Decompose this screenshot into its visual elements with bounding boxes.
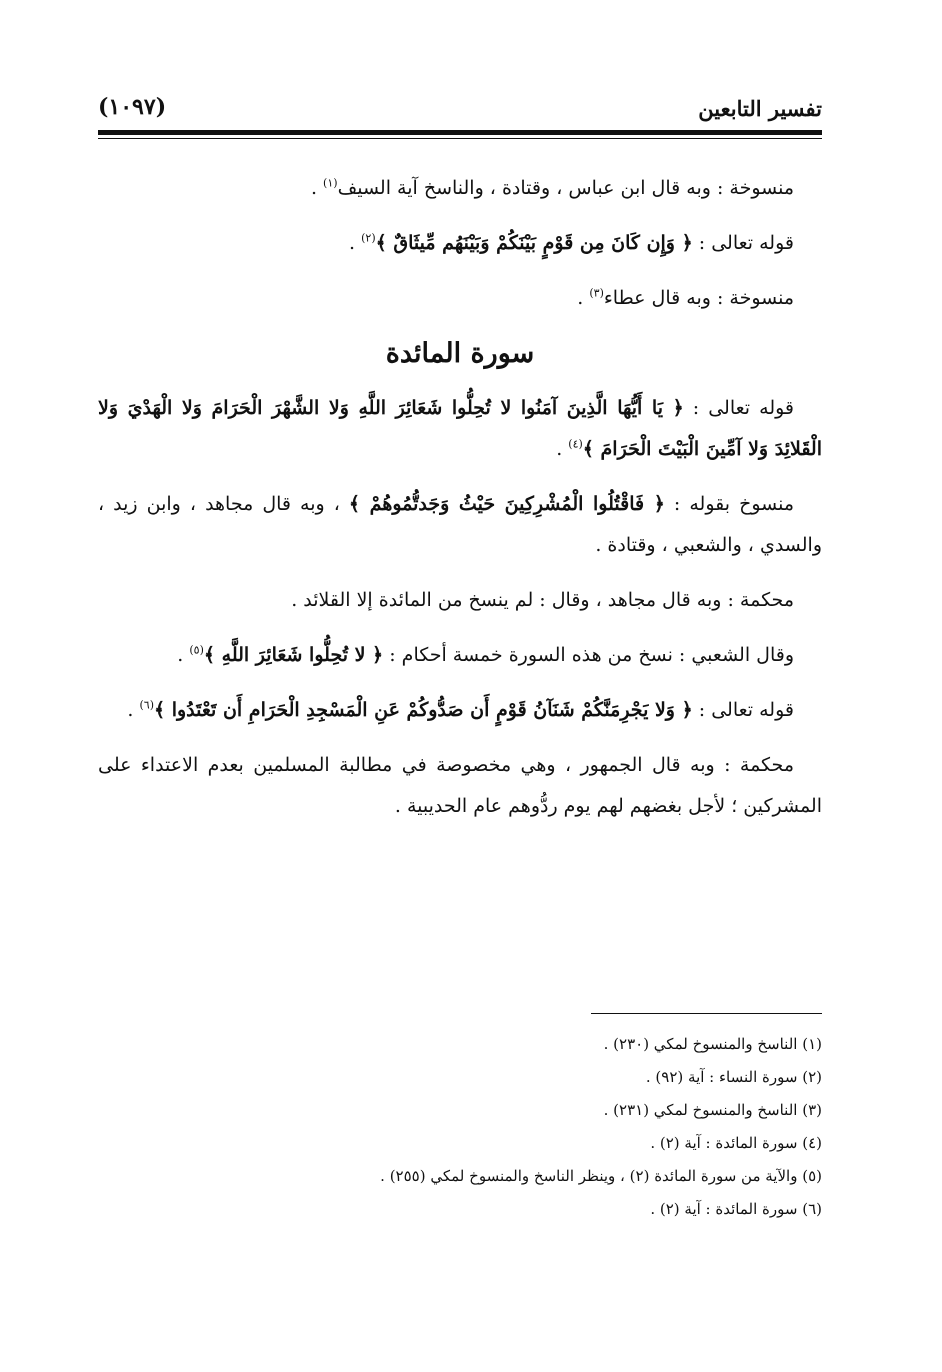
- footnote-item: (٣) الناسخ والمنسوخ لمكي (٢٣١) .: [603, 1101, 822, 1119]
- footnote-ref: (٢): [361, 231, 376, 245]
- footnote-item: (٦) سورة المائدة : آية (٢) .: [650, 1200, 822, 1218]
- quran-verse: ﴿ وَإِن كَانَ مِن قَوْمٍ بَيْنَكُمْ وَبَيْنَهُم مِّيثَاقٌ ﴾: [375, 232, 693, 254]
- page-number: (١٠٩٧): [98, 94, 167, 120]
- paragraph: قوله تعالى : ﴿ وَإِن كَانَ مِن قَوْمٍ بَيْنَكُمْ وَبَيْنَهُم مِّيثَاقٌ ﴾$^{(٢)}$ .: [349, 231, 794, 254]
- paragraph: محكمة : وبه قال الجمهور ، وهي مخصوصة في مطالبة المسلمين بعدم الاعتداء على المشركين ؛ لأجل بغضهم لهم يوم ردُّوهم عام الحديبية .: [98, 754, 822, 817]
- footnote-item: (١) الناسخ والمنسوخ لمكي (٢٣٠) .: [603, 1035, 822, 1053]
- footnote-item: (٥) والآية من سورة المائدة (٢) ، وينظر الناسخ والمنسوخ لمكي (٢٥٥) .: [380, 1167, 822, 1185]
- quran-verse: ﴿ يَا أَيُّهَا الَّذِينَ آمَنُوا لا تُحِلُّوا شَعَائِرَ اللَّهِ وَلا الشَّهْرَ الْحَرَامَ وَلا الْهَدْيَ وَلا الْقَلائِدَ وَلا آمِّينَ الْبَيْتَ الْحَرَامَ ﴾: [98, 397, 822, 460]
- paragraph: منسوخ بقوله : ﴿ فَاقْتُلُوا الْمُشْرِكِينَ حَيْثُ وَجَدتُّمُوهُمْ ﴾ ، وبه قال مجاهد ، وابن زيد ، والسدي ، والشعبي ، وقتادة .: [98, 493, 822, 556]
- paragraph: محكمة : وبه قال مجاهد ، وقال : لم ينسخ من المائدة إلا القلائد .: [291, 589, 794, 611]
- quran-verse: ﴿ وَلا يَجْرِمَنَّكُمْ شَنَآنُ قَوْمٍ أَن صَدُّوكُمْ عَنِ الْمَسْجِدِ الْحَرَامِ أَن تَعْتَدُوا ﴾: [153, 699, 693, 721]
- footnotes: [98, 1028, 822, 1226]
- footnote-ref: (٤): [568, 437, 583, 451]
- footnote-item: (٤) سورة المائدة : آية (٢) .: [650, 1134, 822, 1152]
- quran-verse: ﴿ فَاقْتُلُوا الْمُشْرِكِينَ حَيْثُ وَجَدتُّمُوهُمْ ﴾: [348, 493, 665, 515]
- paragraph: قوله تعالى : ﴿ وَلا يَجْرِمَنَّكُمْ شَنَآنُ قَوْمٍ أَن صَدُّوكُمْ عَنِ الْمَسْجِدِ الْحَرَامِ أَن تَعْتَدُوا ﴾$^{(٦)}$ .: [127, 698, 794, 721]
- footnote-ref: (٥): [189, 643, 204, 657]
- paragraph: قوله تعالى : ﴿ يَا أَيُّهَا الَّذِينَ آمَنُوا لا تُحِلُّوا شَعَائِرَ اللَّهِ وَلا الشَّهْرَ الْحَرَامَ وَلا الْهَدْيَ وَلا الْقَلائِدَ وَلا آمِّينَ الْبَيْتَ الْحَرَامَ ﴾$^{(٤)}$ .: [98, 397, 822, 460]
- footnote-ref: (١): [323, 176, 338, 190]
- header-rule-thin: [98, 138, 822, 139]
- quran-verse: ﴿ لا تُحِلُّوا شَعَائِرَ اللَّهِ ﴾: [203, 644, 384, 666]
- footnote-ref: (٦): [139, 698, 154, 712]
- paragraph: وقال الشعبي : نسخ من هذه السورة خمسة أحكام : ﴿ لا تُحِلُّوا شَعَائِرَ اللَّهِ ﴾$^{(٥)}$ .: [177, 643, 794, 666]
- footnote-item: (٢) سورة النساء : آية (٩٢) .: [645, 1068, 822, 1086]
- header-rule-thick: [98, 130, 822, 135]
- paragraph: منسوخة : وبه قال ابن عباس ، وقتادة ، والناسخ آية السيف$^{(١)}$ .: [310, 176, 794, 199]
- footnote-separator: [591, 1013, 822, 1014]
- main-text: [98, 168, 822, 841]
- surah-heading: سورة المائدة: [385, 338, 535, 369]
- paragraph: منسوخة : وبه قال عطاء$^{(٣)}$ .: [577, 286, 794, 309]
- footnote-ref: (٣): [589, 286, 604, 300]
- book-title: تفسير التابعين: [698, 96, 822, 121]
